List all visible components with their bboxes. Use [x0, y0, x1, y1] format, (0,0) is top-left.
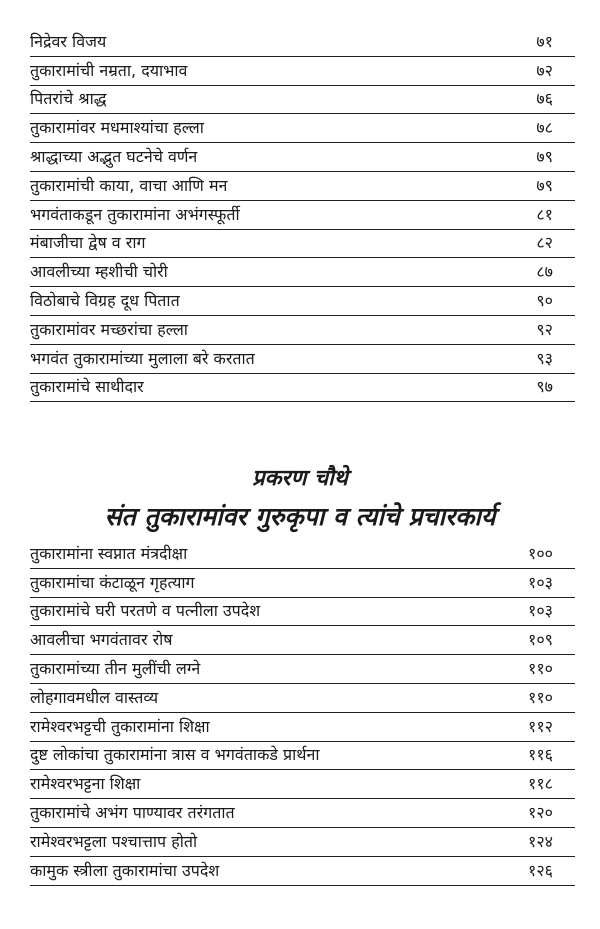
toc-row [30, 172, 575, 201]
toc-entry-title: तुकारामांचे साथीदार [30, 377, 144, 397]
toc-row [30, 799, 575, 828]
toc-entry-title: आवलीचा भगवंतावर रोष [30, 630, 173, 650]
toc-row [30, 655, 575, 684]
toc-entry-title: पितरांचे श्राद्ध [30, 89, 107, 109]
toc-row [30, 770, 575, 799]
toc-entry-page: १२० [528, 802, 553, 822]
toc-row [30, 57, 575, 86]
toc-entry-page: ११० [528, 658, 553, 678]
toc-row [30, 287, 575, 316]
toc-entry-page: ७१ [536, 31, 553, 51]
toc-list-section-2 [30, 540, 575, 886]
toc-entry-page: १०३ [528, 572, 553, 592]
toc-entry-title: भगवंताकडून तुकारामांना अभंगस्फूर्ती [30, 204, 240, 224]
toc-entry-title: तुकारामांचा कंटाळून गृहत्याग [30, 572, 195, 592]
toc-entry-title: रामेश्वरभट्टना शिक्षा [30, 774, 141, 794]
toc-entry-page: ७९ [536, 146, 553, 166]
toc-entry-title: तुकारामांची नम्रता, दयाभाव [30, 60, 188, 80]
toc-row [30, 569, 575, 598]
toc-entry-page: ७९ [536, 175, 553, 195]
toc-row [30, 86, 575, 115]
chapter-label: प्रकरण चौथे [252, 466, 348, 491]
toc-row [30, 230, 575, 259]
toc-entry-title: तुकारामांवर मधमाश्यांचा हल्ला [30, 118, 204, 138]
toc-entry-title: रामेश्वरभट्टची तुकारामांना शिक्षा [30, 716, 210, 736]
toc-row [30, 713, 575, 742]
toc-row [30, 828, 575, 857]
toc-row [30, 626, 575, 655]
toc-entry-title: विठोबाचे विग्रह दूध पितात [30, 290, 180, 310]
toc-entry-title: भगवंत तुकारामांच्या मुलाला बरे करतात [30, 348, 255, 368]
toc-entry-title: तुकारामांची काया, वाचा आणि मन [30, 175, 228, 195]
toc-entry-page: ११८ [528, 774, 553, 794]
toc-list-section-1 [30, 28, 575, 402]
toc-entry-page: ७८ [536, 118, 553, 138]
toc-entry-title: तुकारामांचे अभंग पाण्यावर तरंगतात [30, 802, 235, 822]
toc-entry-page: ८२ [536, 233, 553, 253]
toc-row [30, 345, 575, 374]
toc-entry-page: ७२ [536, 60, 553, 80]
toc-entry-page: १२६ [528, 860, 553, 880]
toc-entry-title: लोहगावमधील वास्तव्य [30, 687, 159, 707]
toc-row [30, 598, 575, 627]
toc-row [30, 374, 575, 403]
toc-entry-page: ९३ [536, 348, 553, 368]
chapter-title: संत तुकारामांवर गुरुकृपा व त्यांचे प्रचारकार्य [104, 502, 496, 531]
toc-entry-title: तुकारामांचे घरी परतणे व पत्नीला उपदेश [30, 601, 261, 621]
toc-entry-page: १०९ [528, 630, 553, 650]
toc-entry-page: ९० [536, 290, 553, 310]
toc-row [30, 258, 575, 287]
toc-entry-page: १०० [528, 543, 553, 563]
toc-entry-title: तुकारामांवर मच्छरांचा हल्ला [30, 319, 188, 339]
toc-entry-page: ८१ [536, 204, 553, 224]
toc-entry-title: आवलीच्या म्हशीची चोरी [30, 262, 168, 282]
toc-row [30, 114, 575, 143]
toc-entry-page: ७६ [536, 89, 553, 109]
toc-row [30, 28, 575, 57]
toc-entry-page: ११० [528, 687, 553, 707]
toc-entry-page: १०३ [528, 601, 553, 621]
toc-entry-page: १२४ [528, 831, 553, 851]
toc-entry-title: निद्रेवर विजय [30, 31, 107, 51]
toc-row [30, 684, 575, 713]
toc-entry-page: ११२ [528, 716, 553, 736]
toc-entry-title: तुकारामांना स्वप्नात मंत्रदीक्षा [30, 543, 188, 563]
toc-entry-page: ९२ [536, 319, 553, 339]
toc-entry-title: श्राद्धाच्या अद्भुत घटनेचे वर्णन [30, 146, 198, 166]
toc-row [30, 143, 575, 172]
toc-row [30, 742, 575, 771]
toc-row [30, 857, 575, 886]
toc-entry-page: ९७ [536, 377, 553, 397]
toc-entry-title: रामेश्वरभट्टला पश्चात्ताप होतो [30, 831, 198, 851]
toc-entry-page: ८७ [536, 262, 553, 282]
toc-entry-title: दुष्ट लोकांचा तुकारामांना त्रास व भगवंताकडे प्रार्थना [30, 745, 320, 765]
toc-row [30, 201, 575, 230]
toc-row [30, 316, 575, 345]
toc-entry-title: तुकारामांच्या तीन मुलींची लग्ने [30, 658, 201, 678]
toc-entry-page: ११६ [528, 745, 553, 765]
toc-entry-title: मंबाजीचा द्वेष व राग [30, 233, 146, 253]
toc-row [30, 540, 575, 569]
toc-entry-title: कामुक स्त्रीला तुकारामांचा उपदेश [30, 860, 220, 880]
